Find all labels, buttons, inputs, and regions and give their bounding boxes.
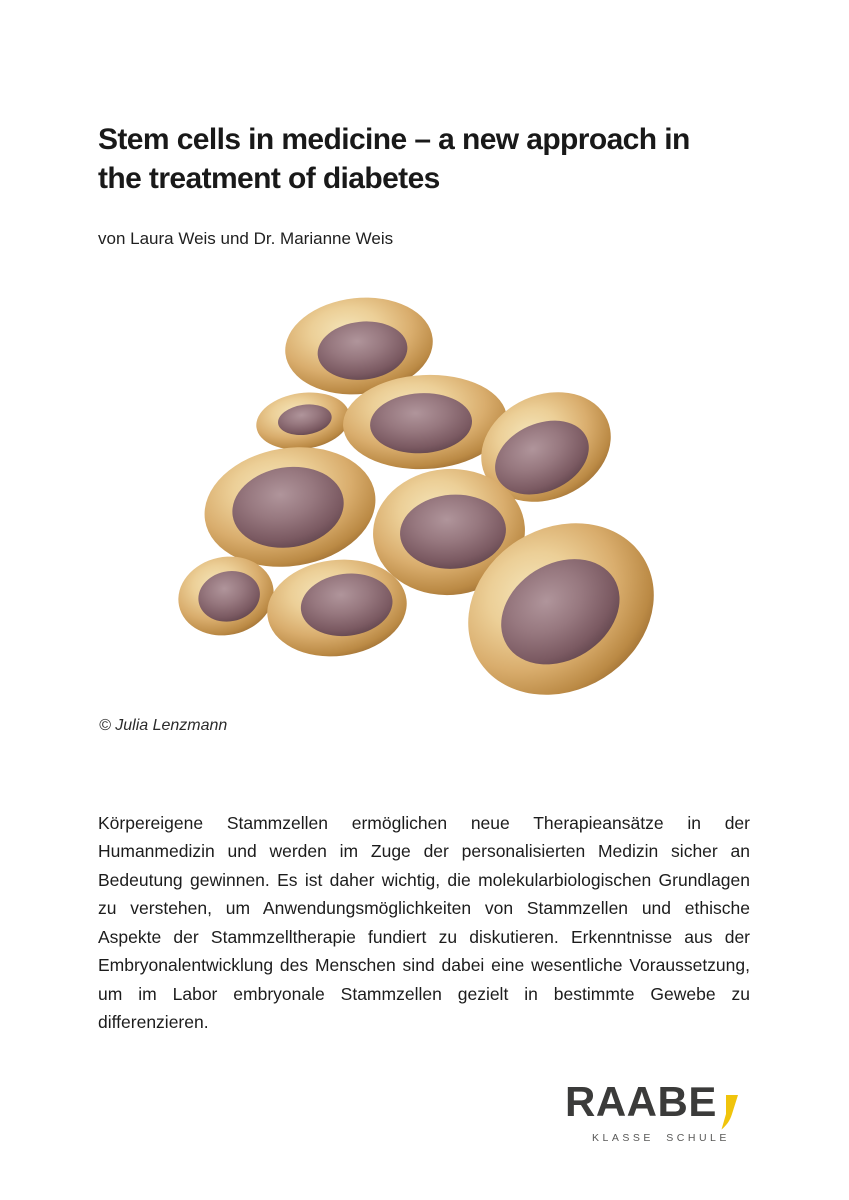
page-title-line1: Stem cells in medicine – a new approach in xyxy=(98,123,690,157)
logo-comma-icon xyxy=(721,1095,739,1130)
page-title xyxy=(98,120,738,198)
logo-tagline: KLASSE SCHULE xyxy=(592,1132,730,1144)
stem-cell-cluster-illustration xyxy=(168,283,690,703)
stem-cell-small-left xyxy=(253,387,354,456)
author-byline: von Laura Weis und Dr. Marianne Weis xyxy=(98,229,394,248)
raabe-logo xyxy=(565,1078,739,1144)
image-credit: © Julia Lenzmann xyxy=(99,717,228,734)
abstract-paragraph: Körpereigene Stammzellen ermöglichen neue Therapieansätze in der Humanmedizin und werden im Zuge der personalisierten Medizin sicher an Bedeutung gewinnen. Es ist daher wichtig, die molekularbiologischen Grundlagen zu verstehen, um Anwendungsmöglichkeiten von Stammzellen und ethische Aspekte der Stammzelltherapie fundiert zu diskutieren. Erkenntnisse aus der Embryonalentwicklung des Menschen sind dabei eine wesentliche Voraussetzung, um im Labor embryonale Stammzellen gezielt in bestimmte Gewebe zu differenzieren. xyxy=(98,812,750,1032)
stem-cell-cluster-svg xyxy=(168,283,690,703)
logo-wordmark: RAABE xyxy=(565,1078,717,1125)
page-title-line2: the treatment of diabetes xyxy=(98,162,440,196)
